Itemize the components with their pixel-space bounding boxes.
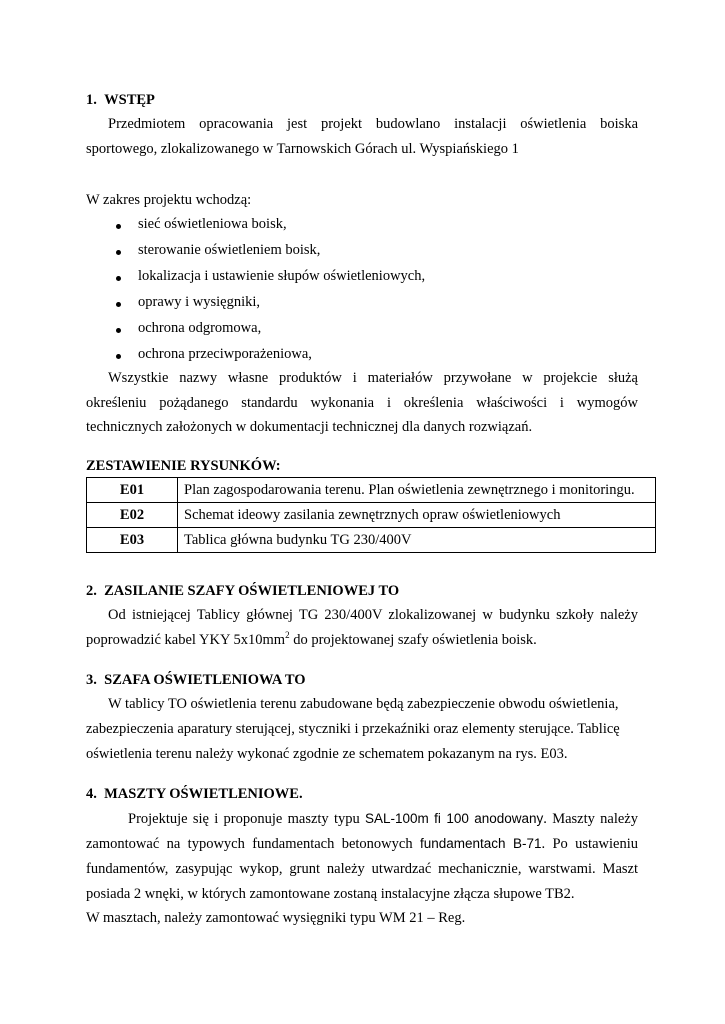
- list-item: sterowanie oświetleniem boisk,: [138, 242, 321, 258]
- names-note-line-3: technicznych założonych w dokumentacji technicznej dla danych rozwiązań.: [86, 419, 533, 435]
- supply-line-2-rest: do projektowanej szafy oświetlenia boisk.: [289, 632, 537, 648]
- list-item: oprawy i wysięgniki,: [138, 294, 261, 310]
- drawing-description: Schemat ideowy zasilania zewnętrznych opraw oświetleniowych: [178, 503, 656, 528]
- cabinet-line-1: W tablicy TO oświetlenia terenu zabudowane będą zabezpieczenie obwodu oświetlenia,: [108, 696, 619, 712]
- list-item: lokalizacja i ustawienie słupów oświetleniowych,: [138, 268, 426, 284]
- cabinet-line-2: zabezpieczenia aparatury sterującej, styczniki i przekaźniki oraz elementy sterujące. Tablicę: [86, 721, 620, 737]
- table-row: [87, 528, 656, 553]
- masts-line-5: W masztach, należy zamontować wysięgniki typu WM 21 – Reg.: [86, 910, 466, 926]
- drawings-table: [86, 477, 656, 553]
- scope-intro: W zakres projektu wchodzą:: [86, 192, 252, 208]
- section-2-heading: 2. ZASILANIE SZAFY OŚWIETLENIOWEJ TO: [86, 583, 400, 599]
- names-note-line-1: Wszystkie nazwy własne produktów i materiałów przywołane w projekcie służą: [108, 370, 638, 386]
- intro-line-1: Przedmiotem opracowania jest projekt budowlano instalacji oświetlenia boiska: [108, 116, 638, 132]
- masts-line-2-c: . Po ustawieniu: [541, 836, 638, 852]
- bullet-icon: [116, 224, 121, 229]
- bullet-icon: [116, 302, 121, 307]
- section-1-heading: 1. WSTĘP: [86, 92, 155, 108]
- masts-line-1-a: Projektuje się i proponuje maszty typu: [128, 811, 365, 827]
- masts-line-1-c: . Maszty należy: [543, 811, 638, 827]
- list-item: ochrona przeciwporażeniowa,: [138, 346, 312, 362]
- bullet-icon: [116, 328, 121, 333]
- drawing-code: E01: [87, 478, 178, 503]
- foundation-type: fundamentach B-71: [419, 836, 542, 851]
- masts-line-3: fundamentów, zasypując wykop, grunt należy utwardzać mechanicznie, warstwami. Maszt: [86, 861, 638, 877]
- drawing-description: Plan zagospodarowania terenu. Plan oświetlenia zewnętrznego i monitoringu.: [178, 478, 656, 503]
- supply-line-2: [86, 632, 537, 649]
- section-3-heading: 3. SZAFA OŚWIETLENIOWA TO: [86, 672, 306, 688]
- list-item: sieć oświetleniowa boisk,: [138, 216, 287, 232]
- bullet-icon: [116, 354, 121, 359]
- drawing-code: E02: [87, 503, 178, 528]
- drawing-code: E03: [87, 528, 178, 553]
- names-note-line-2: określeniu pożądanego standardu wykonania i określenia właściwości i wymogów: [86, 395, 638, 411]
- masts-line-2: [86, 836, 638, 853]
- table-row: [87, 478, 656, 503]
- drawings-title: ZESTAWIENIE RYSUNKÓW:: [86, 458, 281, 474]
- cable-spec: poprowadzić kabel YKY 5x10mm: [86, 632, 286, 648]
- masts-line-4: posiada 2 wnęki, w których zamontowane zostaną instalacyjne złącza słupowe TB2.: [86, 886, 575, 902]
- mast-type: SAL-100m fi 100 anodowany: [365, 811, 544, 826]
- bullet-icon: [116, 276, 121, 281]
- cabinet-line-3: oświetlenia terenu należy wykonać zgodnie ze schematem pokazanym na rys. E03.: [86, 746, 568, 762]
- drawing-description: Tablica główna budynku TG 230/400V: [178, 528, 656, 553]
- superscript: 2: [285, 630, 290, 641]
- masts-line-2-a: zamontować na typowych fundamentach betonowych: [86, 836, 420, 852]
- masts-line-1: [128, 811, 638, 828]
- section-4-heading: 4. MASZTY OŚWIETLENIOWE.: [86, 786, 303, 802]
- bullet-icon: [116, 250, 121, 255]
- list-item: ochrona odgromowa,: [138, 320, 262, 336]
- table-row: [87, 503, 656, 528]
- intro-line-2: sportowego, zlokalizowanego w Tarnowskich Górach ul. Wyspiańskiego 1: [86, 141, 519, 157]
- supply-line-1: Od istniejącej Tablicy głównej TG 230/400V zlokalizowanej w budynku szkoły należy: [108, 607, 638, 623]
